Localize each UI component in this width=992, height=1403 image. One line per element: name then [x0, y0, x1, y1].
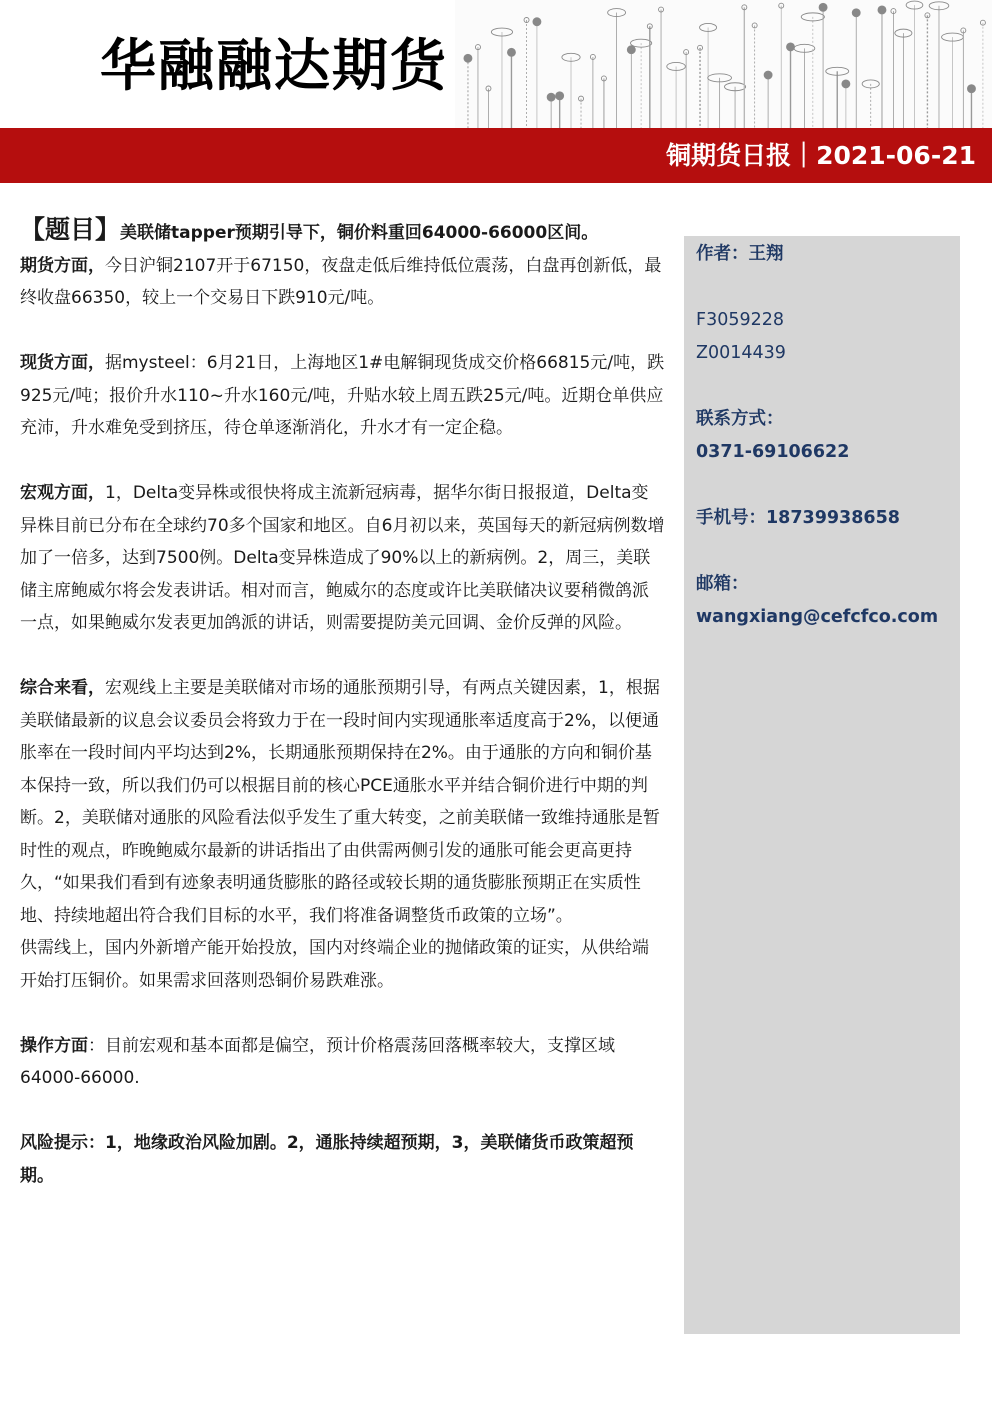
- headline-label: 【题目】: [20, 215, 121, 244]
- report-header: [0, 0, 992, 183]
- summary-paragraph: [20, 672, 665, 932]
- decorative-node: [464, 54, 472, 62]
- report-headline: [20, 214, 665, 250]
- decorative-node: [787, 43, 795, 51]
- mobile-number: 手机号：18739938658: [696, 508, 900, 528]
- decorative-node: [533, 18, 541, 26]
- decorative-node: [627, 46, 635, 54]
- decorative-node: [764, 71, 772, 79]
- certificate-number-2: Z0014439: [696, 343, 786, 363]
- decorative-node: [507, 48, 515, 56]
- spot-paragraph: [20, 347, 665, 445]
- decorative-node: [547, 93, 555, 101]
- contact-label: 联系方式：: [696, 409, 784, 429]
- macro-text: 1，Delta变异株或很快将成主流新冠病毒，据华尔街日报报道，Delta变异株目前已分布在全球约70多个国家和地区。自6月初以来，英国每天的新冠病例数增加了一倍多，达到7500例。Delta变异株造成了90%以上的新病例。2，周三，美联储主席鲍威尔将会发表讲话。相对而言，鲍威尔的态度或许比美联储决议要稍微鸽派一点，如果鲍威尔发表更加鸽派的讲话，则需要提防美元回调、金价反弹的风险。: [20, 483, 665, 633]
- decorative-lines-svg: [455, 0, 992, 128]
- email-address[interactable]: wangxiang@cefcfco.com: [696, 607, 939, 627]
- email-label: 邮箱：: [696, 574, 749, 594]
- decorative-node: [842, 80, 850, 88]
- decorative-node: [556, 92, 564, 100]
- report-body: [20, 214, 665, 1192]
- futures-lead: 期货方面，: [20, 255, 105, 276]
- author-name: 作者：王翔: [696, 244, 784, 264]
- futures-text: 今日沪铜2107开于67150，夜盘走低后维持低位震荡，白盘再创新低，最终收盘66350，较上一个交易日下跌910元/吨。: [20, 255, 662, 308]
- spot-lead: 现货方面，: [20, 353, 105, 373]
- macro-lead: 宏观方面，: [20, 483, 105, 503]
- decorative-node: [852, 9, 860, 17]
- decorative-node: [967, 85, 975, 93]
- operation-paragraph: [20, 1030, 665, 1095]
- headline-text: 美联储tapper预期引导下，铜价料重回64000-66000区间。: [120, 223, 599, 243]
- decorative-lines-graphic: [455, 0, 992, 128]
- futures-paragraph: [20, 250, 665, 315]
- summary-text: 宏观线上主要是美联储对市场的通胀预期引导，有两点关键因素，1，根据美联储最新的议息会议委员会将致力于在一段时间内实现通胀率适度高于2%，以便通胀率在一段时间内平均达到2%，长期通胀预期保持在2%。由于通胀的方向和铜价基本保持一致，所以我们仍可以根据目前的核心PCE通胀水平并结合铜价进行中期的判断。2，美联储对通胀的风险看法似乎发生了重大转变，之前美联储一致维持通胀是暂时性的观点，昨晚鲍威尔最新的讲话指出了由供需两侧引发的通胀可能会更高更持久，“如果我们看到有迹象表明通货膨胀的路径或较长期的通货膨胀预期正在实质性地、持续地超出符合我们目标的水平，我们将准备调整货币政策的立场”。: [20, 678, 660, 926]
- certificate-number-1: F3059228: [696, 310, 785, 330]
- operation-lead: 操作方面: [20, 1035, 88, 1056]
- supply-paragraph: 供需线上，国内外新增产能开始投放，国内对终端企业的抛储政策的证实，从供给端开始打压铜价。如果需求回落则恐铜价易跌难涨。: [20, 938, 649, 991]
- risk-paragraph: 风险提示：1，地缘政治风险加剧。2，通胀持续超预期，3，美联储货币政策超预期。: [20, 1133, 634, 1186]
- report-title: 铜期货日报｜2021-06-21: [666, 141, 976, 170]
- operation-text: ：目前宏观和基本面都是偏空，预计价格震荡回落概率较大，支撑区域64000-66000.: [20, 1035, 615, 1088]
- spot-text: 据mysteel：6月21日，上海地区1#电解铜现货成交价格66815元/吨，跌925元/吨；报价升水110~升水160元/吨，升贴水较上周五跌25元/吨。近期仓单供应充沛，升水难免受到挤压，待仓单逐渐消化，升水才有一定企稳。: [20, 353, 665, 438]
- macro-paragraph: [20, 477, 665, 640]
- contact-phone: 0371-69106622: [696, 442, 850, 462]
- author-sidebar: [684, 236, 960, 1334]
- decorative-node: [819, 3, 827, 11]
- summary-lead: 综合来看，: [20, 678, 105, 698]
- company-logo: 华融融达期货: [100, 33, 448, 99]
- decorative-node: [878, 6, 886, 14]
